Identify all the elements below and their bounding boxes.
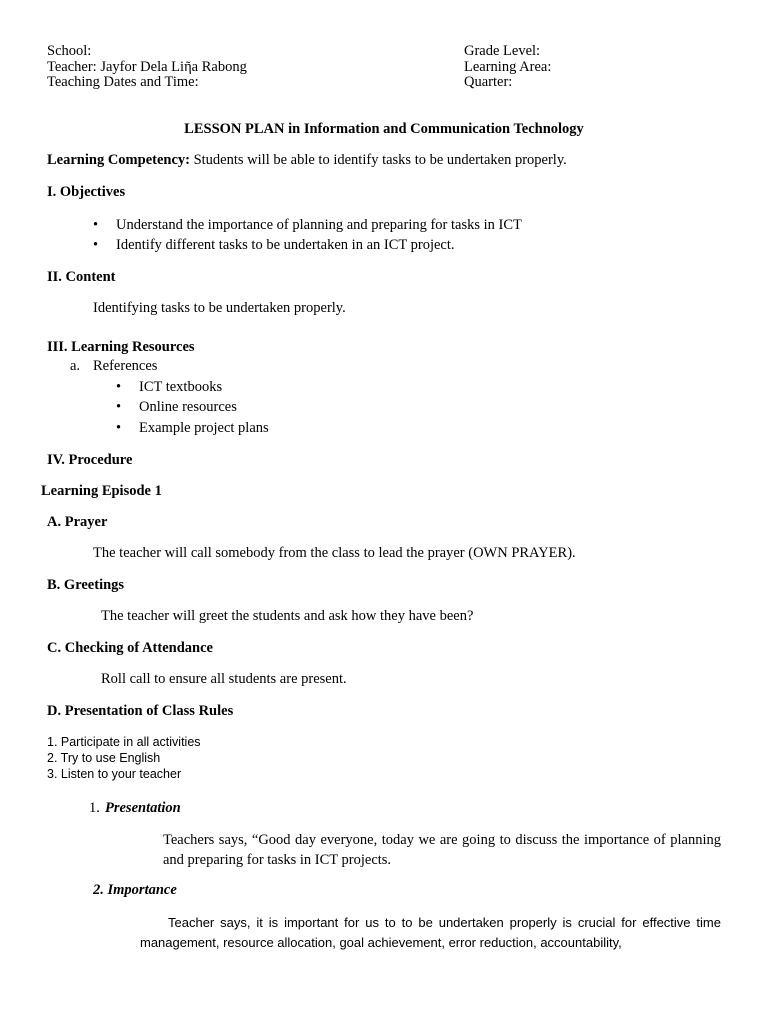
references-label: References [93, 358, 158, 374]
objective-item: • Identify different tasks to be undertaken in an ICT project. [116, 237, 455, 254]
class-rule-item: 3. Listen to your teacher [47, 767, 182, 781]
teaching-dates-label: Teaching Dates and Time: [47, 74, 199, 90]
resource-item: • Example project plans [139, 420, 269, 437]
procedure-heading: IV. Procedure [47, 452, 133, 468]
resources-heading: III. Learning Resources [47, 339, 195, 355]
attendance-text: Roll call to ensure all students are present. [101, 671, 347, 687]
importance-text: Teacher says, it is important for us to to be undertaken properly is crucial for effective time management, resource allocation, goal achievement, error reduction, accountability, [140, 915, 721, 950]
content-text: Identifying tasks to be undertaken properly. [93, 300, 346, 316]
learning-competency [47, 152, 567, 169]
teacher-label: Teacher: Jayfor Dela Liῆa Rabong [47, 59, 247, 75]
importance-heading: 2. Importance [93, 882, 177, 898]
greetings-heading: B. Greetings [47, 577, 125, 593]
attendance-heading: C. Checking of Attendance [47, 640, 213, 656]
objectives-heading: I. Objectives [47, 184, 126, 200]
learning-area-label: Learning Area: [464, 59, 552, 75]
presentation-number: 1. [89, 800, 100, 816]
resource-item: • Online resources [139, 399, 237, 416]
content-heading: II. Content [47, 269, 116, 285]
references-marker: a. [70, 358, 81, 374]
quarter-label: Quarter: [464, 74, 513, 90]
greetings-text: The teacher will greet the students and ask how they have been? [101, 608, 474, 624]
class-rules-heading: D. Presentation of Class Rules [47, 703, 234, 719]
school-label: School: [47, 43, 92, 59]
presentation-heading: Presentation [105, 800, 181, 816]
class-rule-item: 1. Participate in all activities [47, 735, 201, 749]
document-title: LESSON PLAN in Information and Communication Technology [184, 121, 584, 137]
resource-item: • ICT textbooks [139, 379, 222, 396]
grade-level-label: Grade Level: [464, 43, 541, 59]
objective-item: • Understand the importance of planning and preparing for tasks in ICT [116, 217, 522, 234]
prayer-heading: A. Prayer [47, 514, 108, 530]
prayer-text: The teacher will call somebody from the class to lead the prayer (OWN PRAYER). [93, 545, 576, 561]
presentation-text: Teachers says, “Good day everyone, today we are going to discuss the importance of planning and preparing for tasks in ICT projects. [163, 832, 721, 868]
competency-text: Students will be able to identify tasks to be undertaken properly. [189, 152, 567, 168]
learning-episode-heading: Learning Episode 1 [41, 483, 162, 499]
competency-label: Learning Competency: [47, 152, 190, 168]
class-rule-item: 2. Try to use English [47, 751, 161, 765]
